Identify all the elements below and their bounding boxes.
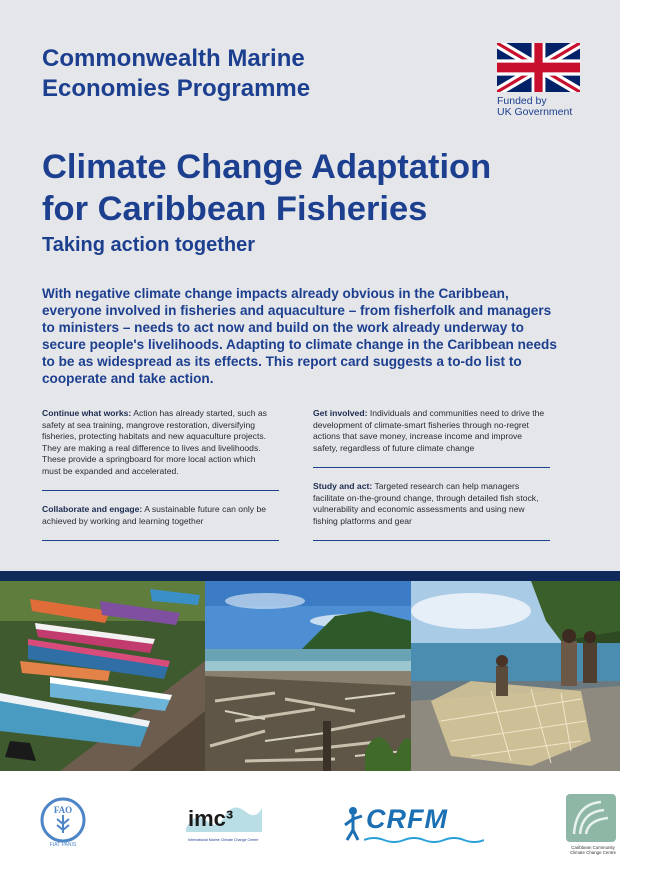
navy-stripe [0, 571, 620, 581]
cccc-emblem-icon [566, 794, 616, 842]
action-study-and-act [313, 481, 548, 527]
action-get-involved [313, 408, 545, 454]
action-heading: Study and act: [313, 481, 373, 491]
cccc-caption-line-2: Climate Change Centre [570, 850, 616, 855]
fao-motto: FIAT PANIS [49, 842, 77, 848]
programme-name [42, 44, 310, 104]
action-text: A sustainable future can only be achieved by working and learning together [42, 504, 267, 526]
action-heading: Continue what works: [42, 408, 132, 418]
action-collaborate-and-engage [42, 504, 282, 527]
cccc-logo [558, 794, 628, 856]
imc3-mark: imc³ [188, 806, 234, 831]
funded-line-2: UK Government [497, 106, 573, 118]
divider [42, 490, 279, 491]
cccc-caption-line-1: Caribbean Community [571, 845, 615, 850]
funded-by-label [497, 96, 597, 118]
imc3-logo [186, 800, 262, 850]
programme-line-1: Commonwealth Marine [42, 45, 305, 72]
fao-logo [38, 788, 88, 852]
partner-logos [0, 772, 657, 877]
divider [313, 540, 550, 541]
fisherman-icon [342, 806, 364, 842]
imc3-caption: International Marine Climate Change Centre [188, 838, 259, 842]
crfm-mark: CRFM [366, 804, 448, 834]
union-flag-icon [497, 43, 580, 92]
action-heading: Collaborate and engage: [42, 504, 143, 514]
intro-paragraph: With negative climate change impacts already obvious in the Caribbean, everyone involved in fisheries and aquaculture – from fisherfolk and managers to ministers – needs to act now and build on the work already underway to secure people's livelihoods. Adapting to climate change in the Caribbean needs to be as widespread as its effects. This report card suggests a to-do list to cooperate and take action. [42, 286, 557, 386]
cccc-caption [558, 845, 628, 855]
action-heading: Get involved: [313, 408, 368, 418]
page-subtitle: Taking action together [42, 234, 255, 256]
crfm-logo [342, 804, 486, 844]
programme-line-2: Economies Programme [42, 75, 311, 102]
funded-line-1: Funded by [497, 95, 547, 107]
divider [313, 467, 550, 468]
page-title [42, 146, 491, 230]
title-line-1: Climate Change Adaptation [42, 148, 492, 186]
action-text: Targeted research can help managers facilitate on-the-ground change, through detailed fish stock, vulnerability and economic assessments and using new fishing platforms and gear [313, 481, 539, 526]
title-line-2: for Caribbean Fisheries [42, 190, 428, 228]
action-text: Action has already started, such as safety at sea training, mangrove restoration, diversifying fisheries, protecting habitats and new aquaculture projects. They are making a real difference to lives and livelihoods. These provide a springboard for more local action which must be expanded and accelerated. [42, 408, 267, 476]
wave-icon [364, 836, 484, 844]
photo-beach-driftwood [205, 581, 411, 771]
photo-fishermen-net [411, 581, 620, 771]
action-text: Individuals and communities need to drive the development of climate-smart fisheries through no-regret actions that save money, increase income and improve safety, regardless of future climate change [313, 408, 545, 453]
photo-boats-on-shore [0, 581, 205, 771]
svg-text:FAO: FAO [53, 805, 73, 815]
divider [42, 540, 279, 541]
action-continue-what-works [42, 408, 274, 478]
